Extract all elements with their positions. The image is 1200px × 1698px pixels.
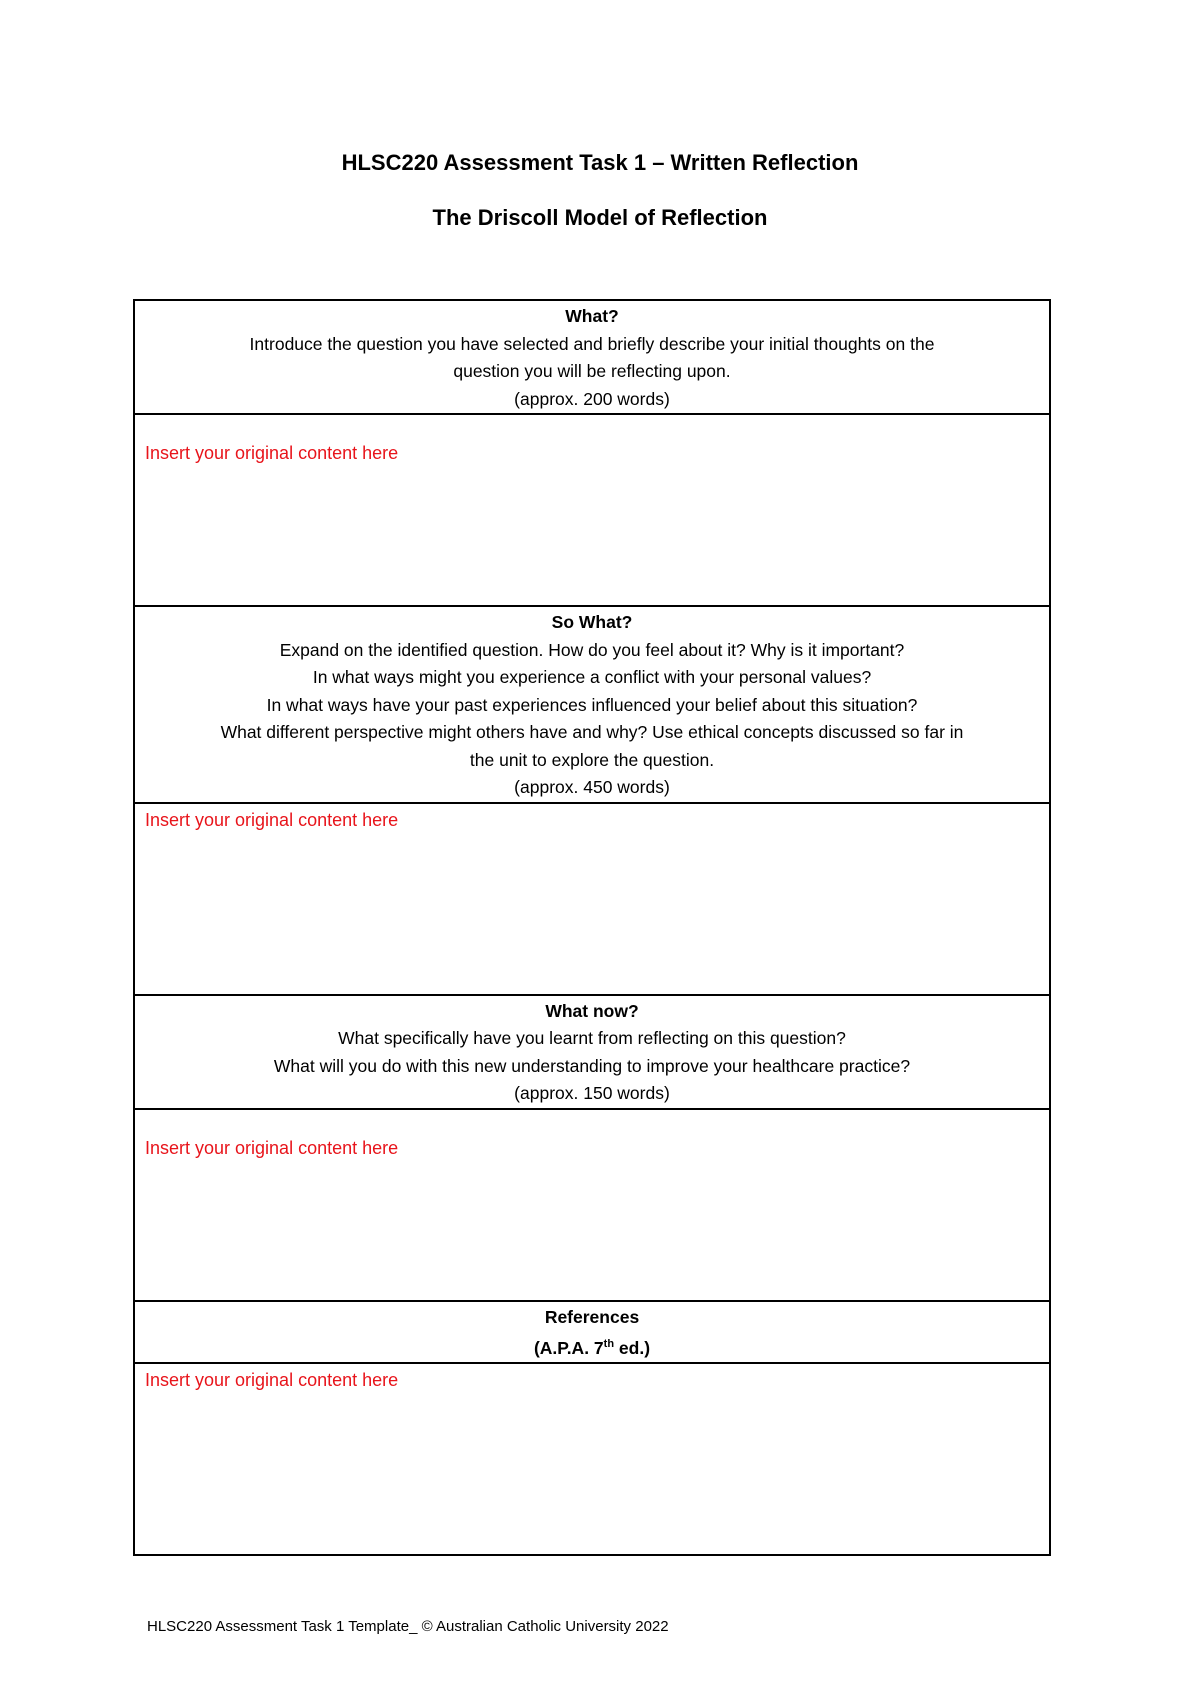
what-heading: What? [565, 306, 619, 326]
what-now-prompt-line: What specifically have you learnt from reflecting on this question? [338, 1028, 846, 1048]
so-what-prompt-row [134, 606, 1050, 803]
references-content-placeholder[interactable]: Insert your original content here [145, 1370, 399, 1391]
references-prompt-cell [134, 1301, 1050, 1364]
document-subtitle: The Driscoll Model of Reflection [432, 205, 768, 230]
references-format-prefix: (A.P.A. 7 [533, 1337, 604, 1358]
so-what-prompt-cell [134, 606, 1050, 803]
so-what-prompt-line: What different perspective might others have and why? Use ethical concepts discussed so far in [220, 722, 964, 742]
references-format [135, 1331, 1049, 1362]
what-now-prompt-cell [134, 995, 1050, 1109]
what-now-heading: What now? [545, 1000, 639, 1021]
what-now-content-cell[interactable] [134, 1109, 1050, 1301]
what-word-count: (approx. 200 words) [514, 388, 670, 409]
what-now-content-row [134, 1109, 1050, 1301]
so-what-prompt-line: Expand on the identified question. How do you feel about it? Why is it important? [279, 639, 905, 660]
what-now-content-placeholder[interactable]: Insert your original content here [145, 1137, 399, 1158]
what-now-prompt-line: What will you do with this new understanding to improve your healthcare practice? [273, 1055, 911, 1076]
what-now-prompt-row [134, 995, 1050, 1109]
references-heading: References [544, 1306, 640, 1327]
so-what-heading: So What? [551, 612, 633, 632]
reflection-template-table [133, 299, 1051, 1556]
what-prompt-line: Introduce the question you have selected and briefly describe your initial thoughts on the [249, 333, 935, 354]
references-format-suffix: ed.) [614, 1337, 651, 1358]
what-prompt-line: question you will be reflecting upon. [453, 361, 731, 381]
so-what-content-cell[interactable] [134, 803, 1050, 995]
so-what-prompt-line: In what ways might you experience a conflict with your personal values? [312, 667, 872, 687]
what-prompt-row [134, 300, 1050, 414]
references-prompt-row [134, 1301, 1050, 1364]
what-content-placeholder[interactable]: Insert your original content here [145, 443, 399, 463]
what-content-row [134, 414, 1050, 606]
references-format-superscript: th [603, 1338, 615, 1350]
so-what-prompt-line: In what ways have your past experiences influenced your belief about this situation? [266, 694, 918, 715]
references-content-row [134, 1363, 1050, 1555]
so-what-prompt-line: the unit to explore the question. [469, 749, 715, 770]
so-what-word-count: (approx. 450 words) [514, 777, 670, 797]
what-now-word-count: (approx. 150 words) [514, 1083, 670, 1103]
so-what-content-placeholder[interactable]: Insert your original content here [145, 809, 399, 830]
so-what-content-row [134, 803, 1050, 995]
document-title: HLSC220 Assessment Task 1 – Written Reflection [341, 150, 859, 175]
page-footer: HLSC220 Assessment Task 1 Template_ © Australian Catholic University 2022 [147, 1618, 669, 1635]
what-content-cell[interactable] [134, 414, 1050, 606]
references-content-cell[interactable] [134, 1363, 1050, 1555]
what-prompt-cell [134, 300, 1050, 414]
